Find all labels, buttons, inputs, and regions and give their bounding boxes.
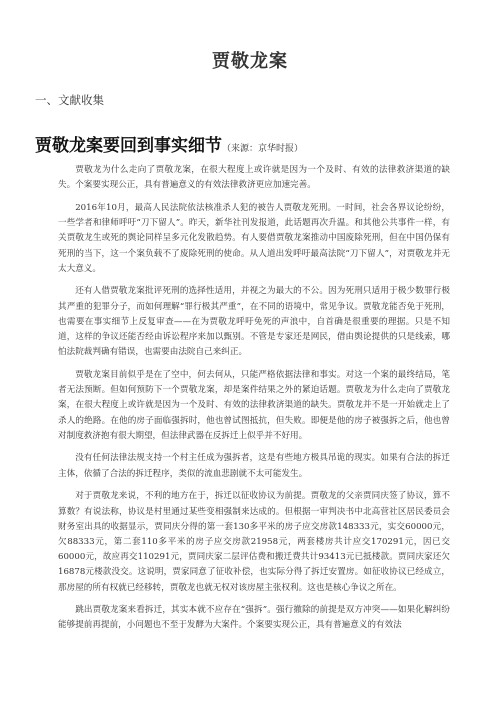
paragraph: 2016年10月，最高人民法院依法核准杀人犯的被告人贾敬龙死刑。一时间，社会各界议论纷纷，一些学者和律师呼吁“刀下留人”。昨天，新华社刊发报道，此话题再次升温。和其他公共事件一样，有关贾敬龙生或死的舆论同样呈多元化发散趋势。有人要借贾敬龙案推动中国废除死刑，但在中国仍保有死刑的当下，这一个案负载不了废除死刑的使命。从人道出发呼吁最高法院“刀下留人”，对贾敬龙并无太大意义。 [58, 202, 450, 274]
article-heading [35, 131, 303, 156]
paragraph: 跳出贾敬龙案来看拆迁，其实本就不应存在“强拆”。强行撤除的前提是双方冲突——如果化解纠纷能够提前再提前，小问题也不至于发酵为大案件。个案要实现公正，具有普遍意义的有效法 [58, 605, 450, 631]
paragraph: 对于贾敬龙来说，不利的地方在于，拆迁以征收协议为前提。贾敬龙的父亲贾同庆签了协议，算不算数？有说法称，协议是村里通过某些变相强制来达成的。但根据一审判决书中北高营社区居民委员会财务室出具的收据显示，贾同庆分得的第一套130多平米的房子应交房款148333元，实交60000元，欠88333元，第二套110多平米的房子应交房款21958元，两套楼房共计应交170291元，因已交60000元，故应再交110291元，贾同庆家二层评估费和搬迁费共计93413元已抵楼款。贾同庆家还欠16878元楼款没交。这说明，贾家同意了征收补偿，也实际分得了拆迁安置房。如征收协议已经成立，那房屋的所有权就已经移转，贾敬龙也就无权对该房屋主张权利。这也是核心争议之所在。 [58, 491, 450, 593]
section-heading: 一、文献收集 [35, 93, 104, 107]
paragraph: 贾敬龙为什么走向了贾敬龙案，在很大程度上或许就是因为一个及时、有效的法律救济渠道的缺失。个案要实现公正，具有普遍意义的有效法律救济更应加速完善。 [58, 165, 450, 191]
paragraph: 没有任何法律法规支持一个村主任成为强拆者，这是有些地方极具吊诡的现实。如果有合法的拆迁主体，依循了合法的拆迁程序，类似的流血悲剧就不太可能发生。 [58, 453, 450, 479]
document-title: 贾敬龙案 [212, 51, 288, 72]
article-headline: 贾敬龙案要回到事实细节 [35, 136, 222, 156]
article-source: （来源：京华时报） [222, 144, 304, 154]
article-body [58, 163, 450, 641]
paragraph: 贾敬龙案目前似乎是在了空中，何去何从，只能严格依据法律和事实。对这一个案的最终结局，笔者无法预断。但如何预防下一个贾敬龙案，却是案件结果之外的紧迫话题。贾敬龙为什么走向了贾敬龙案，在很大程度上或许就是因为一个及时、有效的法律救济渠道的缺失。贾敬龙并不是一开始就走上了杀人的绝路。在他的房子面临强拆时，他也曾试图抵抗，但失败。即便是他的房子被强拆之后，他也曾对制度救济抱有很大期望，但法律武器在反拆迁上似乎并不好用。 [58, 369, 450, 441]
paragraph: 还有人借贾敬龙案批评死刑的选择性适用，并视之为最大的不公。因为死刑只适用于极少数罪行极其严重的犯罪分子，而如何理解“罪行极其严重”，在不同的语境中，常见争议。贾敬龙能否免于死刑，也需要在事实细节上反复审查——在为贾敬龙呼吁免死的声浪中，自首确是很重要的理据。只是不知道，这样的争议还能否经由诉讼程序来加以甄别。不管是专家还是网民，借由舆论提供的只是线索，哪怕法院裁判确有错误，也需要由法院自己来纠正。 [58, 286, 450, 358]
